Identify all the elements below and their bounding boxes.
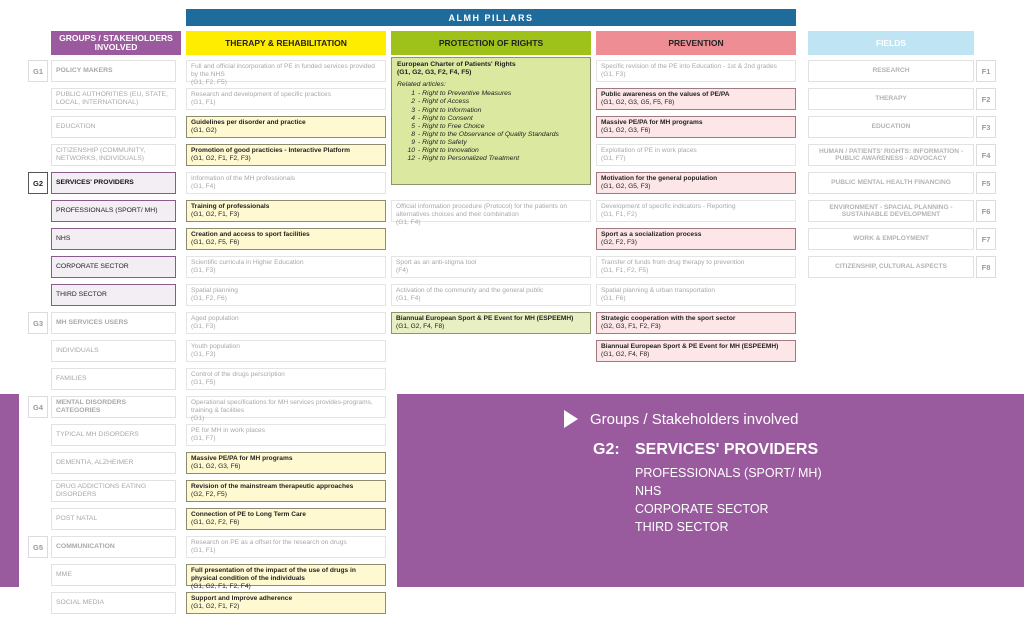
therapy-action[interactable] [186, 564, 386, 591]
field-tag: F7 [976, 228, 996, 250]
field-cell[interactable]: HUMAN / PATIENTS' RIGHTS: INFORMATION - PUBLIC AWARENESS - ADVOCACY [808, 144, 974, 166]
prevention-action[interactable] [596, 88, 796, 110]
action-codes: (G1, G2, F1, F2, F3) [191, 155, 251, 163]
article-number: 8 [411, 130, 415, 138]
group-cell[interactable]: SOCIAL MEDIA [51, 592, 176, 614]
action-title: Activation of the community and the general public [396, 287, 544, 294]
patients-rights-charter[interactable] [391, 57, 591, 185]
overlay-heading: Groups / Stakeholders involved [590, 410, 799, 428]
action-title: Exploitation of PE in work places [601, 147, 697, 154]
prevention-action[interactable] [596, 116, 796, 138]
charter-article [397, 90, 585, 98]
overlay-left-band [0, 394, 19, 587]
play-icon [564, 410, 578, 428]
action-codes: (G1, G2, F2, F6) [191, 519, 240, 527]
action-codes: (G2, G3, F1, F2, F3) [601, 323, 661, 331]
group-cell[interactable]: PROFESSIONALS (SPORT/ MH) [51, 200, 176, 222]
overlay-group-code: G2: [593, 441, 620, 458]
article-text: - Right to Personalized Treatment [418, 154, 520, 162]
charter-title: European Charter of Patients' Rights [397, 61, 516, 68]
action-title: Control of the drugs perscription [191, 371, 285, 378]
field-tag: F4 [976, 144, 996, 166]
article-text: - Right to Information [418, 106, 482, 114]
action-title: Aged population [191, 315, 239, 322]
therapy-action[interactable] [186, 536, 386, 558]
action-codes: (G1, F1) [191, 547, 216, 555]
overlay-item: PROFESSIONALS (SPORT/ MH) [635, 466, 822, 480]
group-tag: G4 [28, 396, 48, 418]
action-codes: (G1, F4) [191, 183, 216, 191]
action-title: Massive PE/PA for MH programs [191, 455, 293, 462]
action-codes: (G1, G2, G3, F6) [191, 463, 241, 471]
article-text: - Right of Access [418, 98, 470, 106]
action-codes: (G1, F1, F2, F5) [601, 267, 649, 275]
pillars-banner: ALMH PILLARS [186, 9, 796, 26]
charter-article [397, 115, 585, 123]
therapy-action[interactable] [186, 172, 386, 194]
therapy-action[interactable] [186, 340, 386, 362]
action-title: Strategic cooperation with the sport sector [601, 315, 736, 322]
action-title: Youth population [191, 343, 240, 350]
overlay-item: THIRD SECTOR [635, 520, 729, 534]
action-title: Spatial planning & urban transportation [601, 287, 716, 294]
action-codes: (G1) [191, 415, 205, 423]
action-title: Sport as an anti-stigma tool [396, 259, 477, 266]
action-codes: (G2, F2, F5) [191, 491, 227, 499]
field-tag: F3 [976, 116, 996, 138]
therapy-action[interactable] [186, 88, 386, 110]
therapy-action[interactable] [186, 452, 386, 474]
group-cell[interactable]: MH SERVICES USERS [51, 312, 176, 334]
group-cell[interactable]: TYPICAL MH DISORDERS [51, 424, 176, 446]
action-title: Training of professionals [191, 203, 270, 210]
group-cell[interactable]: MENTAL DISORDERS CATEGORIES [51, 396, 176, 418]
therapy-action[interactable] [186, 312, 386, 334]
group-cell[interactable]: MME [51, 564, 176, 586]
action-title: Full and official incorporation of PE in funded services provided by the NHS [191, 63, 375, 79]
prevention-action[interactable] [596, 172, 796, 194]
group-tag: G5 [28, 536, 48, 558]
groups-header: GROUPS / STAKEHOLDERS INVOLVED [51, 31, 181, 55]
therapy-action[interactable] [186, 256, 386, 278]
action-title: Massive PE/PA for MH programs [601, 119, 703, 126]
action-title: Motivation for the general population [601, 175, 718, 182]
action-codes: (G1, F4) [396, 295, 421, 303]
group-cell[interactable]: COMMUNICATION [51, 536, 176, 558]
group-cell[interactable]: POLICY MAKERS [51, 60, 176, 82]
prevention-action[interactable] [596, 312, 796, 334]
stakeholders-overlay-panel [397, 394, 1024, 587]
article-text: - Right to Preventive Measures [418, 90, 512, 98]
action-codes: (G1, G2) [191, 127, 217, 135]
action-title: Official information procedure (Protocol) for the patients on alternatives choices and their combination [396, 203, 568, 219]
rights-action[interactable] [391, 200, 591, 227]
action-codes: (G1, F2, F6) [191, 295, 227, 303]
field-tag: F2 [976, 88, 996, 110]
charter-codes: (G1, G2, G3, F2, F4, F5) [397, 69, 472, 77]
therapy-action[interactable] [186, 508, 386, 530]
action-codes: (G1, G2, F1, F2, F4) [191, 583, 251, 591]
therapy-action[interactable] [186, 284, 386, 306]
group-cell[interactable]: PUBLIC AUTHORITIES (EU, STATE, LOCAL, INTERNATIONAL) [51, 88, 176, 110]
action-codes: (G1, G2, F4, F8) [601, 351, 650, 359]
action-title: Research on PE as a offset for the research on drugs [191, 539, 347, 546]
overlay-item: CORPORATE SECTOR [635, 502, 769, 516]
action-codes: (G1, F3) [191, 323, 216, 331]
therapy-action[interactable] [186, 424, 386, 446]
overlay-group-name: SERVICES' PROVIDERS [635, 441, 819, 458]
article-number: 12 [407, 154, 415, 162]
field-tag: F5 [976, 172, 996, 194]
charter-article [397, 131, 585, 139]
article-number: 9 [411, 138, 415, 146]
field-cell[interactable]: ENVIRONMENT - SPACIAL PLANNING - SUSTAINABLE DEVELOPMENT [808, 200, 974, 222]
therapy-action[interactable] [186, 592, 386, 614]
article-text: - Right to Free Choice [418, 122, 485, 130]
group-tag: G1 [28, 60, 48, 82]
action-codes: (G2, F2, F3) [601, 239, 637, 247]
therapy-action[interactable] [186, 60, 386, 87]
therapy-action[interactable] [186, 228, 386, 250]
action-codes: (G1, F4) [396, 219, 421, 227]
article-number: 4 [411, 114, 415, 122]
group-tag: G2 [28, 172, 48, 194]
fields-header: FIELDS [808, 31, 974, 55]
group-cell[interactable]: FAMILIES [51, 368, 176, 390]
article-number: 1 [411, 90, 415, 98]
action-codes: (G1, G2, F1, F3) [191, 211, 240, 219]
action-codes: (G1, F1) [191, 99, 216, 107]
article-number: 3 [411, 106, 415, 114]
prevention-action[interactable] [596, 200, 796, 222]
group-cell[interactable]: EDUCATION [51, 116, 176, 138]
action-title: Specific revision of the PE into Education - 1st & 2nd grades [601, 63, 777, 70]
action-title: Support and Improve adherence [191, 595, 293, 602]
charter-article [397, 98, 585, 106]
field-cell[interactable]: PUBLIC MENTAL HEALTH FINANCING [808, 172, 974, 194]
prevention-action[interactable] [596, 60, 796, 82]
action-codes: (G1, G2, G3, G5, F5, F8) [601, 99, 675, 107]
field-cell[interactable]: CITIZENSHIP, CULTURAL ASPECTS [808, 256, 974, 278]
action-title: Spatial planning [191, 287, 238, 294]
action-codes: (G1, G2, F5, F6) [191, 239, 240, 247]
action-title: Transfer of funds from drug therapy to prevention [601, 259, 745, 266]
action-codes: (G1, F3) [191, 267, 216, 275]
prevention-action[interactable] [596, 228, 796, 250]
action-title: Sport as a socialization process [601, 231, 702, 238]
group-cell[interactable]: CITIZENSHIP (COMMUNITY, NETWORKS, INDIVIDUALS) [51, 144, 176, 166]
therapy-action[interactable] [186, 368, 386, 390]
prevention-action[interactable] [596, 340, 796, 362]
rights-header: PROTECTION OF RIGHTS [391, 31, 591, 55]
action-title: Biannual European Sport & PE Event for MH (ESPEEMH) [396, 315, 574, 322]
group-tag: G3 [28, 312, 48, 334]
therapy-action[interactable] [186, 480, 386, 502]
action-codes: (G1, G2, G5, F3) [601, 183, 651, 191]
prevention-action[interactable] [596, 284, 796, 306]
field-tag: F6 [976, 200, 996, 222]
field-tag: F8 [976, 256, 996, 278]
action-codes: (F4) [396, 267, 409, 275]
action-codes: (G1, G2, F1, F2) [191, 603, 240, 611]
action-title: Development of specific indicators - Reporting [601, 203, 736, 210]
field-cell[interactable]: EDUCATION [808, 116, 974, 138]
action-title: Guidelines per disorder and practice [191, 119, 306, 126]
action-codes: (G1, F2, F5) [191, 79, 227, 87]
action-codes: (G1, F5) [191, 379, 216, 387]
action-codes: (G1, F3) [191, 351, 216, 359]
action-codes: (G1, G2, G3, F6) [601, 127, 651, 135]
action-codes: (G1, F7) [191, 435, 216, 443]
rights-action[interactable] [391, 284, 591, 306]
overlay-item: NHS [635, 484, 662, 498]
article-number: 5 [411, 122, 415, 130]
group-cell[interactable]: INDIVIDUALS [51, 340, 176, 362]
article-text: - Right to the Observance of Quality Standards [418, 130, 559, 138]
action-title: Information of the MH professionals [191, 175, 296, 182]
charter-article [397, 147, 585, 155]
action-title: Research and development of specific practices [191, 91, 332, 98]
action-title: Operational specifications for MH services provides-programs, training & facilities [191, 399, 373, 415]
action-title: Full presentation of the impact of the use of drugs in physical condition of the individuals [191, 567, 356, 583]
charter-article [397, 107, 585, 115]
action-codes: (G1, F7) [601, 155, 626, 163]
action-codes: (G1, G2, F4, F8) [396, 323, 445, 331]
group-cell[interactable]: NHS [51, 228, 176, 250]
article-text: - Right to Innovation [418, 146, 479, 154]
prevention-action[interactable] [596, 256, 796, 278]
charter-article [397, 139, 585, 147]
article-text: - Right to Safety [418, 138, 467, 146]
article-number: 10 [407, 146, 415, 154]
prevention-header: PREVENTION [596, 31, 796, 55]
action-title: Biannual European Sport & PE Event for MH (ESPEEMH) [601, 343, 779, 350]
field-cell[interactable]: THERAPY [808, 88, 974, 110]
group-cell[interactable]: POST NATAL [51, 508, 176, 530]
article-number: 2 [411, 98, 415, 106]
action-title: Promotion of good practicies - Interactive Platform [191, 147, 351, 154]
therapy-action[interactable] [186, 116, 386, 138]
field-tag: F1 [976, 60, 996, 82]
action-title: Creation and access to sport facilities [191, 231, 310, 238]
group-cell[interactable]: DEMENTIA, ALZHEIMER [51, 452, 176, 474]
action-title: Public awareness on the values of PE/PA [601, 91, 730, 98]
rights-action[interactable] [391, 256, 591, 278]
charter-related-label: Related articles: [397, 81, 446, 89]
therapy-action[interactable] [186, 200, 386, 222]
field-cell[interactable]: WORK & EMPLOYMENT [808, 228, 974, 250]
article-text: - Right to Consent [418, 114, 473, 122]
action-title: Connection of PE to Long Term Care [191, 511, 306, 518]
rights-action[interactable] [391, 312, 591, 334]
therapy-action[interactable] [186, 396, 386, 423]
action-codes: (G1, F3) [601, 71, 626, 79]
charter-article [397, 155, 585, 163]
group-cell[interactable]: SERVICES' PROVIDERS [51, 172, 176, 194]
action-codes: (G1, F1, F2) [601, 211, 637, 219]
field-cell[interactable]: RESEARCH [808, 60, 974, 82]
action-title: Scientific curricula in Higher Education [191, 259, 304, 266]
group-cell[interactable]: DRUG ADDICTIONS EATING DISORDERS [51, 480, 176, 502]
therapy-action[interactable] [186, 144, 386, 166]
prevention-action[interactable] [596, 144, 796, 166]
group-cell[interactable]: CORPORATE SECTOR [51, 256, 176, 278]
therapy-header: THERAPY & REHABILITATION [186, 31, 386, 55]
action-title: PE for MH in work places [191, 427, 266, 434]
action-title: Revision of the mainstream therapeutic approaches [191, 483, 354, 490]
action-codes: (G1, F6) [601, 295, 626, 303]
charter-article [397, 123, 585, 131]
group-cell[interactable]: THIRD SECTOR [51, 284, 176, 306]
